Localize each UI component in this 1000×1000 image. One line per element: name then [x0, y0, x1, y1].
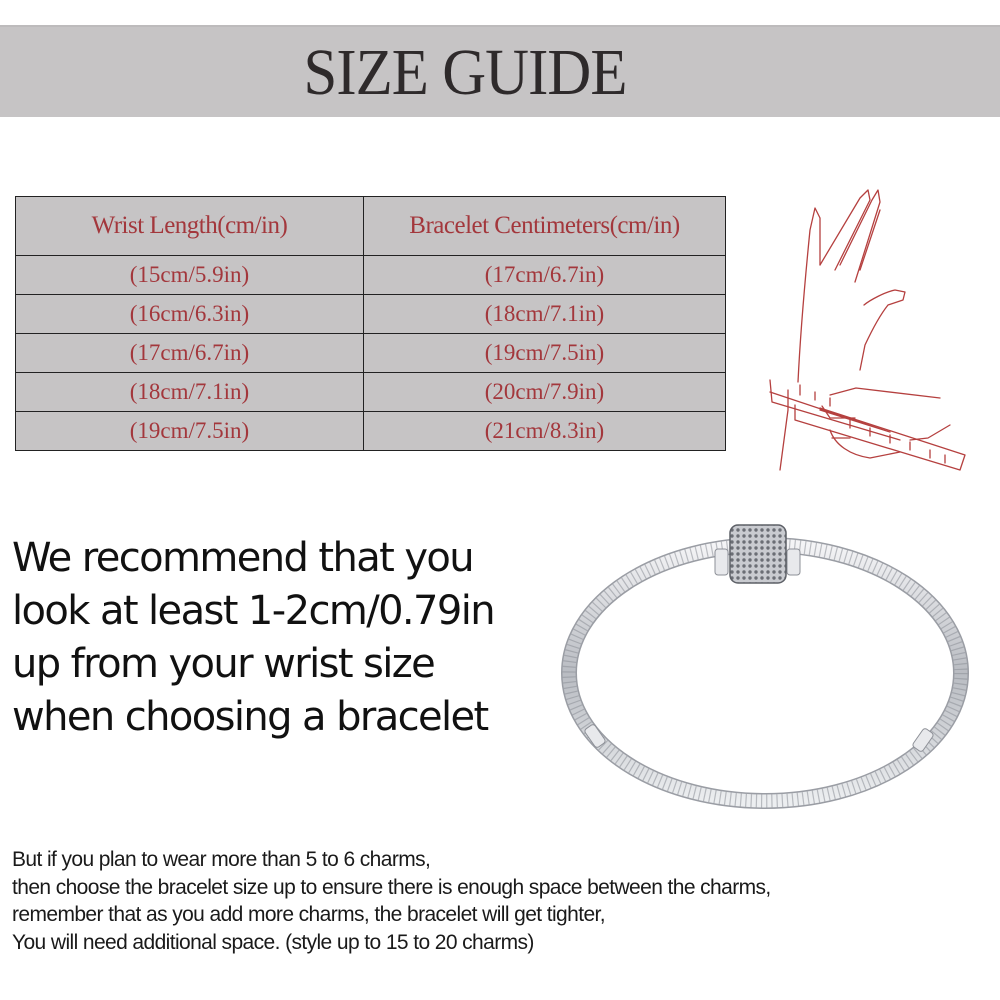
hand-measuring-wrist-icon	[760, 170, 990, 490]
table-row	[16, 295, 726, 334]
wrist-cell: (18cm/7.1in)	[16, 373, 364, 412]
page-title: SIZE GUIDE	[303, 36, 627, 109]
header-bracelet-size: Bracelet Centimeters(cm/in)	[364, 197, 726, 256]
table-row	[16, 334, 726, 373]
note-line: then choose the bracelet size up to ensure there is enough space between the charms,	[12, 875, 771, 899]
wrist-cell: (16cm/6.3in)	[16, 295, 364, 334]
note-line: You will need additional space. (style up to 15 to 20 charms)	[12, 930, 534, 954]
table-header-row	[16, 197, 726, 256]
bracelet-cell: (20cm/7.9in)	[364, 373, 726, 412]
wrist-cell: (17cm/6.7in)	[16, 334, 364, 373]
table-row	[16, 412, 726, 451]
wrist-cell: (19cm/7.5in)	[16, 412, 364, 451]
recommendation-line: look at least 1-2cm/0.79in	[12, 588, 495, 634]
bracelet-cell: (19cm/7.5in)	[364, 334, 726, 373]
note-line: remember that as you add more charms, the bracelet will get tighter,	[12, 903, 605, 926]
recommendation-line: when choosing a bracelet	[12, 694, 488, 740]
title-banner	[0, 25, 1000, 117]
bracelet-cell: (17cm/6.7in)	[364, 256, 726, 295]
recommendation-line: up from your wrist size	[12, 641, 435, 687]
header-wrist-length: Wrist Length(cm/in)	[16, 197, 364, 256]
size-table	[15, 196, 726, 451]
recommendation-text	[12, 532, 502, 744]
recommendation-line: We recommend that you	[12, 535, 474, 581]
bracelet-icon	[555, 515, 985, 815]
table-row	[16, 373, 726, 412]
table-row	[16, 256, 726, 295]
bracelet-cell: (18cm/7.1in)	[364, 295, 726, 334]
bracelet-cell: (21cm/8.3in)	[364, 412, 726, 451]
note-line: But if you plan to wear more than 5 to 6 charms,	[12, 848, 431, 871]
charm-notes	[12, 846, 771, 956]
wrist-cell: (15cm/5.9in)	[16, 256, 364, 295]
